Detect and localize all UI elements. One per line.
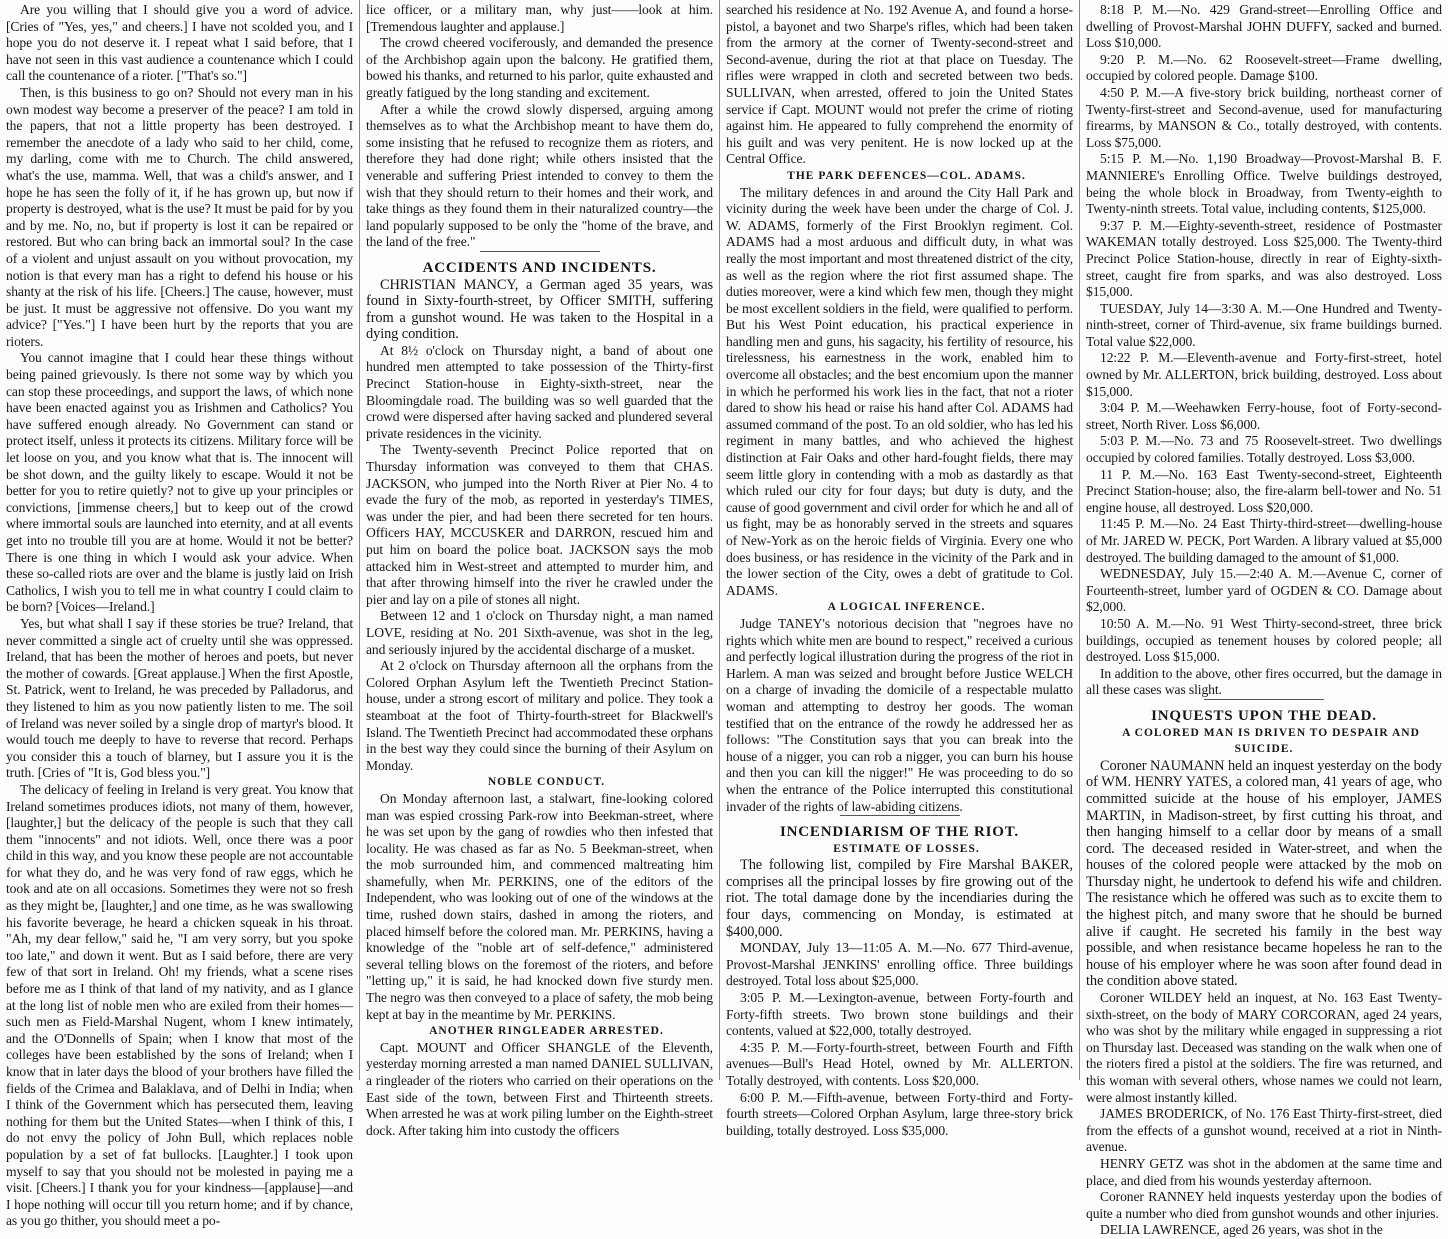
paragraph: 11:45 P. M.—No. 24 East Thirty-third-street—dwelling-house of Mr. JARED W. PECK, Port Warden. A library valued at $5,000 destroyed. The building damaged to the amount of $1,000. xyxy=(1086,516,1442,565)
subheading: A LOGICAL INFERENCE. xyxy=(827,601,986,614)
subheading: THE PARK DEFENCES—COL. ADAMS. xyxy=(787,169,1026,182)
paragraph: HENRY GETZ was shot in the abdomen at the same time and place, and died from his wounds yesterday afternoon. xyxy=(1086,1155,1442,1188)
paragraph: In addition to the above, other fires occurred, but the damage in all these cases was slight. xyxy=(1086,665,1442,698)
column-3 xyxy=(720,0,1080,1138)
paragraph: MONDAY, July 13—11:05 A. M.—No. 677 Third-avenue, Provost-Marshal JENKINS' enrolling office. Three buildings destroyed. Total loss about $25,000. xyxy=(726,940,1073,989)
paragraph: On Monday afternoon last, a stalwart, fine-looking colored man was espied crossing Park-row into Beekman-street, where he was set upon by the gang of rowdies who then infested that locality. He was chased as far as No. 5 Beekman-street, when the mob surrounded him, and commenced maltreating him shamefully, when Mr. PERKINS, one of the editors of the Independent, who was looking out of one of the windows at the time, rushed down stairs, dashed in among the rioters, and placed himself before the colored man. Mr. PERKINS, having a knowledge of the "noble art of self-defence," administered several telling blows on the foremost of the rioters, and before "letting up," it is said, he had knocked down five sturdy men. The negro was then conveyed to a place of safety, the mob being kept at bay in the meantime by Mr. PERKINS. xyxy=(366,790,713,1022)
paragraph: At 8½ o'clock on Thursday night, a band of about one hundred men attempted to take possession of the Thirty-first Precinct Station-house in Eighty-sixth-street, near the Bloomingdale road. The building was so well guarded that the crowd were dispersed after having sacked and plundered several private residences in the vicinity. xyxy=(366,342,713,441)
paragraph: Coroner RANNEY held inquests yesterday upon the bodies of quite a number who died from gunshot wounds and other injuries. xyxy=(1086,1189,1442,1221)
paragraph: 4:50 P. M.—A five-story brick building, northeast corner of Twenty-first-street and Second-avenue, used for manufacturing firearms, by MANSON & Co., totally destroyed, with contents. Loss $75,000. xyxy=(1086,84,1442,150)
paragraph: 5:15 P. M.—No. 1,190 Broadway—Provost-Marshal B. F. MANNIERE's Enrolling Office. Twelve buildings destroyed, being the whole block in Broadway, from Twenty-eighth to Twenty-ninth streets. Total value, including contents, $125,000. xyxy=(1086,151,1442,217)
paragraph: You cannot imagine that I could hear these things without being pained grievously. Is there not some way by which you can stop these proceedings, and support the laws, of which none have been enacted against you as Irishmen and Catholics? You have suffered enough already. No Government can stand or protect itself, unless it protects its citizens. Military force will be let loose on you, and you know what that is. The innocent will be shot down, and the guilty likely to escape. Would it not be better for you to retire quietly? not to give up your principles or convictions, [immense cheers,] but to keep out of the crowd where immortal souls are launched into eternity, and at all events get into no trouble till you are at home. Would it not be better? There is one thing in which I would ask your advice. When these so-called riots are over and the blame is justly laid on Irish Catholics, I wish you to tell me in what country I could claim to be born? [Voices—Ireland.] xyxy=(6,350,353,615)
paragraph: 3:04 P. M.—Weehawken Ferry-house, foot of Forty-second-street, North River. Loss $6,000. xyxy=(1086,400,1442,432)
paragraph: Are you willing that I should give you a word of advice. [Cries of "Yes, yes," and cheers.] I have not scolded you, and I hope you do not deserve it. I repeat what I said before, that I have not seen in this vast audience a countenance which I could call the countenance of a rioter. ["That's so."] xyxy=(6,2,353,84)
paragraph: Judge TANEY's notorious decision that "negroes have no rights which white men are bound to respect," received a curious and perfectly logical illustration during the progress of the riot in Harlem. A man was seized and brought before Justice WELCH on a charge of invading the domicile of a respectable mulatto woman and attempting to destroy her goods. The woman testified that on the entrance of the rowdy he addressed her as follows: "The Constitution says that you can break into the house of a nigger, you can rob a nigger, you can burn his house and then you can kill the nigger!" He was proceeding to do so when the entrance of the Police interrupted this constitutional invader of the rights of law-abiding citizens. xyxy=(726,615,1073,814)
lead-paragraph: The following list, compiled by Fire Marshal BAKER, comprises all the principal losses by fire growing out of the riot. The total damage done by the incendiaries during the four days, commencing on Monday, is estimated at $400,000. xyxy=(726,857,1073,940)
subheading: A COLORED MAN IS DRIVEN TO DESPAIR AND SUICIDE. xyxy=(1122,726,1420,756)
paragraph: DELIA LAWRENCE, aged 26 years, was shot in the xyxy=(1100,1222,1383,1238)
paragraph: 4:35 P. M.—Forty-fourth-street, between Fourth and Fifth avenues—Bull's Head Hotel, owned by Mr. ALLERTON. Totally destroyed, with contents. Loss $20,000. xyxy=(726,1039,1073,1088)
paragraph: 10:50 A. M.—No. 91 West Thirty-second-street, three brick buildings, occupied as tenement houses by colored people; all destroyed. Loss $15,000. xyxy=(1086,615,1442,665)
paragraph: JAMES BRODERICK, of No. 176 East Thirty-first-street, died from the effects of a gunshot wound, received at a riot in Ninth-avenue. xyxy=(1086,1106,1442,1155)
paragraph: Capt. MOUNT and Officer SHANGLE of the Eleventh, yesterday morning arrested a man named DANIEL SULLIVAN, a ringleader of the rioters who carried on their operations on the East side of the town, between First and Thirteenth streets. When arrested he was at work piling lumber on the Eighth-street dock. After taking him into custody the officers xyxy=(366,1039,713,1138)
paragraph: Then, is this business to go on? Should not every man in his own modest way become a preserver of the peace? I am told in the papers, that not a little property has been destroyed. I remember the anecdote of a lady who said to her child, come, my darling, come with me to Church. The child answered, what's the use, mamma. Well, that was a child's answer, and I hope he has seen the folly of it, if he has grown up, but now if property is destroyed, what is the use? It must be paid for by you and by me. No, no, but if property is lost it can be repaired or restored. But who can bring back an immortal soul? In the case of a violent and unjust assault on you without provocation, my notion is that every man has a right to defend his house or his shanty at the risk of his life. [Cheers.] The cause, however, must be just. It must be aggressive not offensive. Do you want my advice? ["Yes."] I have been hurt by the reports that you are rioters. xyxy=(6,84,353,349)
subheading: ANOTHER RINGLEADER ARRESTED. xyxy=(429,1025,664,1038)
paragraph: 8:18 P. M.—No. 429 Grand-street—Enrolling Office and dwelling of Provost-Marshal JOHN DUFFY, sacked and burned. Loss $10,000. xyxy=(1086,2,1442,51)
paragraph: Coroner WILDEY held an inquest, at No. 163 East Twenty-sixth-street, on the body of MARY CORCORAN, aged 24 years, who was shot by the military while engaged in suppressing a riot on Thursday last. Deceased was standing on the walk when one of the rioters fired a pistol at the soldiers. The fire was returned, and this woman with several others, whose names we could not learn, were almost instantly killed. xyxy=(1086,990,1442,1105)
continued-paragraph: searched his residence at No. 192 Avenue A, and found a horse-pistol, a bayonet and two Sharpe's rifles, which had been taken from the armory at the corner of Twenty-second-street and Second-avenue, during the riot at that place on Tuesday. The rifles were wrapped in cloth and secreted between two beds. SULLIVAN, when arrested, offered to join the United States service if Capt. MOUNT would not prefer the crime of rioting against him. He appeared to fully comprehend the enormity of his guilt and was very penitent. He is now locked up at the Central Office. xyxy=(726,2,1073,167)
section-heading: ACCIDENTS AND INCIDENTS. xyxy=(366,251,713,277)
paragraph: TUESDAY, July 14—3:30 A. M.—One Hundred and Twenty-ninth-street, corner of Third-avenue, six frame buildings burned. Total value $22,000. xyxy=(1086,300,1442,349)
section-heading: INCENDIARISM OF THE RIOT. xyxy=(726,815,1073,841)
column-1 xyxy=(0,0,360,1229)
paragraph: 6:00 P. M.—Fifth-avenue, between Forty-third and Forty-fourth streets—Colored Orphan Asylum, large three-story brick building, totally destroyed. Loss $35,000. xyxy=(726,1089,1073,1138)
paragraph: Yes, but what shall I say if these stories be true? Ireland, that never committed a single act of cruelty until she was oppressed. Ireland, that has been the mother of heroes and poets, but never the mother of cowards. [Great applause.] When the first Apostle, St. Patrick, went to Ireland, he was preceded by Palladorus, and they listened to him as you now patiently listen to me. The soil of Ireland was never soiled by a single drop of martyr's blood. It would touch me deeply to have to reverse that record. Perhaps you consider this a touch of blarney, but I assure you it is the truth. [Cries of "It is, God bless you."] xyxy=(6,615,353,781)
paragraph: Between 12 and 1 o'clock on Thursday night, a man named LOVE, residing at No. 201 Sixth-avenue, was shot in the leg, and seriously injured by the accidental discharge of a musket. xyxy=(366,608,713,657)
paragraph: 3:05 P. M.—Lexington-avenue, between Forty-fourth and Forty-fifth streets. Two brown stone buildings and their contents, valued at $22,000, totally destroyed. xyxy=(726,990,1073,1039)
section-heading: INQUESTS UPON THE DEAD. xyxy=(1086,699,1442,725)
subheading: ESTIMATE OF LOSSES. xyxy=(833,842,980,855)
paragraph: 9:37 P. M.—Eighty-seventh-street, residence of Postmaster WAKEMAN totally destroyed. Loss $25,000. The Twenty-third Precinct Police Station-house, directly in rear of Eighty-sixth-street, caught fire from sparks, and was also destroyed. Loss $15,000. xyxy=(1086,217,1442,300)
paragraph: 12:22 P. M.—Eleventh-avenue and Forty-first-street, hotel owned by Mr. ALLERTON, brick building, destroyed. Loss about $15,000. xyxy=(1086,350,1442,399)
paragraph: At 2 o'clock on Thursday afternoon all the orphans from the Colored Orphan Asylum left the Twentieth Precinct Station-house, under a strong escort of military and police. They took a steamboat at the foot of Thirty-fourth-street for Blackwell's Island. The Twentieth Precinct had accommodated these orphans in the best way they could since the burning of their Asylum on Monday. xyxy=(366,658,713,773)
paragraph: 9:20 P. M.—No. 62 Roosevelt-street—Frame dwelling, occupied by colored people. Damage $100. xyxy=(1086,51,1442,84)
column-2 xyxy=(360,0,720,1138)
lead-paragraph: Coroner NAUMANN held an inquest yesterday on the body of WM. HENRY YATES, a colored man, 41 years of age, who committed suicide at the house of his employer, JAMES MARTIN, in Madison-street, by first cutting his throat, and then hanging himself to a cellar door by means of a small cord. The deceased resided in Water-street, and when the houses of the colored people were attacked by the mob on Thursday night, he undertook to defend his wife and children. The resistance which he offered was such as to excite them to the highest pitch, and many swore that he should be burned alive if caught. He secreted his family in the best way possible, and when resistance became hopeless he ran to the house of his employer where he was soon after found dead in the condition above stated. xyxy=(1086,757,1442,990)
paragraph: After a while the crowd slowly dispersed, arguing among themselves as to what the Archbishop meant to have them do, some insisting that he refused to recognize them as rioters, and therefore they had done right; while others insisted that the venerable and suffering Priest intended to convey to them the wish that they should return to their homes and their work, and take things as they found them in their naturalized country—the land popularly supposed to be only the "home of the brave, and the land of the free." xyxy=(366,101,713,250)
paragraph: 11 P. M.—No. 163 East Twenty-second-street, Eighteenth Precinct Station-house; also, the fire-alarm bell-tower and No. 51 engine house, all destroyed. Loss $20,000. xyxy=(1086,466,1442,515)
lead-paragraph: CHRISTIAN MANCY, a German aged 35 years, was found in Sixty-fourth-street, by Officer SMITH, suffering from a gunshot wound. He was taken to the Hospital in a dying condition. xyxy=(366,276,713,343)
subheading: NOBLE CONDUCT. xyxy=(487,776,606,789)
paragraph: The crowd cheered vociferously, and demanded the presence of the Archbishop again upon the balcony. He gratified them, bowed his thanks, and returned to his parlor, quite exhausted and greatly fatigued by the long standing and excitement. xyxy=(366,35,713,100)
paragraph: The military defences in and around the City Hall Park and vicinity during the week have been under the charge of Col. J. W. ADAMS, formerly of the First Brooklyn regiment. Col. ADAMS had a most arduous and difficult duty, in what was really the most important and most threatened district of the city, as well as the region where the riot first assumed shape. The duties moreover, were a kind which few men, though they might be most excellent soldiers in the field, were qualified to perform. But his West Point education, his practical experience in handling men and guns, his sagacity, his fertility of resource, his tirelessness, his earnestness in the work, enabled him to overcome all obstacles; and the best encomium upon the manner in which he performed his work lies in the fact, that not a rioter dared to show his head or raise his hand after Col. ADAMS had assumed command of the post. To an old soldier, who has led his regiment in many battles, and who achieved the highest distinction at Fair Oaks and other hard-fought fields, there may seem little glory in contending with a mob as dastardly as that which ruled our city for four days; but duty is duty, and the cause of good government and civil order for which he and all of us fight, may be as honorably served in the streets and squares of New-York as on the heroic fields of Virginia. Every one who does business, or has residence in the vicinity of the Park and in the lower section of the City, owes a debt of gratitude to Col. ADAMS. xyxy=(726,184,1073,598)
paragraph: The Twenty-seventh Precinct Police reported that on Thursday information was conveyed to them that CHAS. JACKSON, who jumped into the North River at Pier No. 4 to evade the fury of the mob, as reported in yesterday's TIMES, was under the pier, and had been there secreted for ten hours. Officers HAY, MCCUSKER and DARRON, rescued him and put him on board the police boat. JACKSON says the mob attacked him in West-street and attempted to murder him, and that after throwing himself into the river he crawled under the pier and lay on a pile of stones all night. xyxy=(366,442,713,607)
column-4 xyxy=(1080,0,1448,1238)
paragraph: 5:03 P. M.—No. 73 and 75 Roosevelt-street. Two dwellings occupied by colored families. Totally destroyed. Loss $3,000. xyxy=(1086,433,1442,466)
continued-paragraph: lice officer, or a military man, why just——look at him. [Tremendous laughter and applause.] xyxy=(366,2,713,34)
paragraph: The delicacy of feeling in Ireland is very great. You know that Ireland sometimes produces idiots, not many of them, however, [laughter,] but the delicacy of the people is such that they call them "innocents" and not idiots. Well, once there was a poor child in this way, and you know these people are not accountable for what they do, and he was very fond of raw eggs, which he took and ate on all occasions. Sometimes they were not so fresh as they might be, [laughter,] and one time, as he was swallowing his favorite beverage, he heard a chicken squeak in his throat. "Ah, my dear fellow," said he, "I am very sorry, but you spoke too late," and down it went. But as I said before, there are very few of that sort in Ireland. Oh! my friends, what a scene rises before me as I think of that land of my nativity, and as I glance at the long list of noble men who are exiled from their homes—such men as Field-Marshal Nugent, whom I knew intimately, and the O'Donnells of Spain; when I know that most of the colleges have been established by the sons of Ireland; when I know that in later days the blood of your brothers have filled the fields of the Crimea and Balaklava, and of Delhi in India; when I think of the Government which has persecuted them, leaving nothing for them but the United States—when I think of this, I do not envy the policy of John Bull, which replaces noble population by a set of fat bullocks. [Laughter.] I took upon myself to say that you should not be molested in paying me a visit. [Cheers.] I thank you for your kindness—[applause]—and I hope nothing will occur till you return home; and if by chance, as you go thither, you should meet a po- xyxy=(6,781,353,1229)
paragraph: WEDNESDAY, July 15.—2:40 A. M.—Avenue C, corner of Fourteenth-street, lumber yard of OGDEN & CO. Damage about $2,000. xyxy=(1086,566,1442,615)
